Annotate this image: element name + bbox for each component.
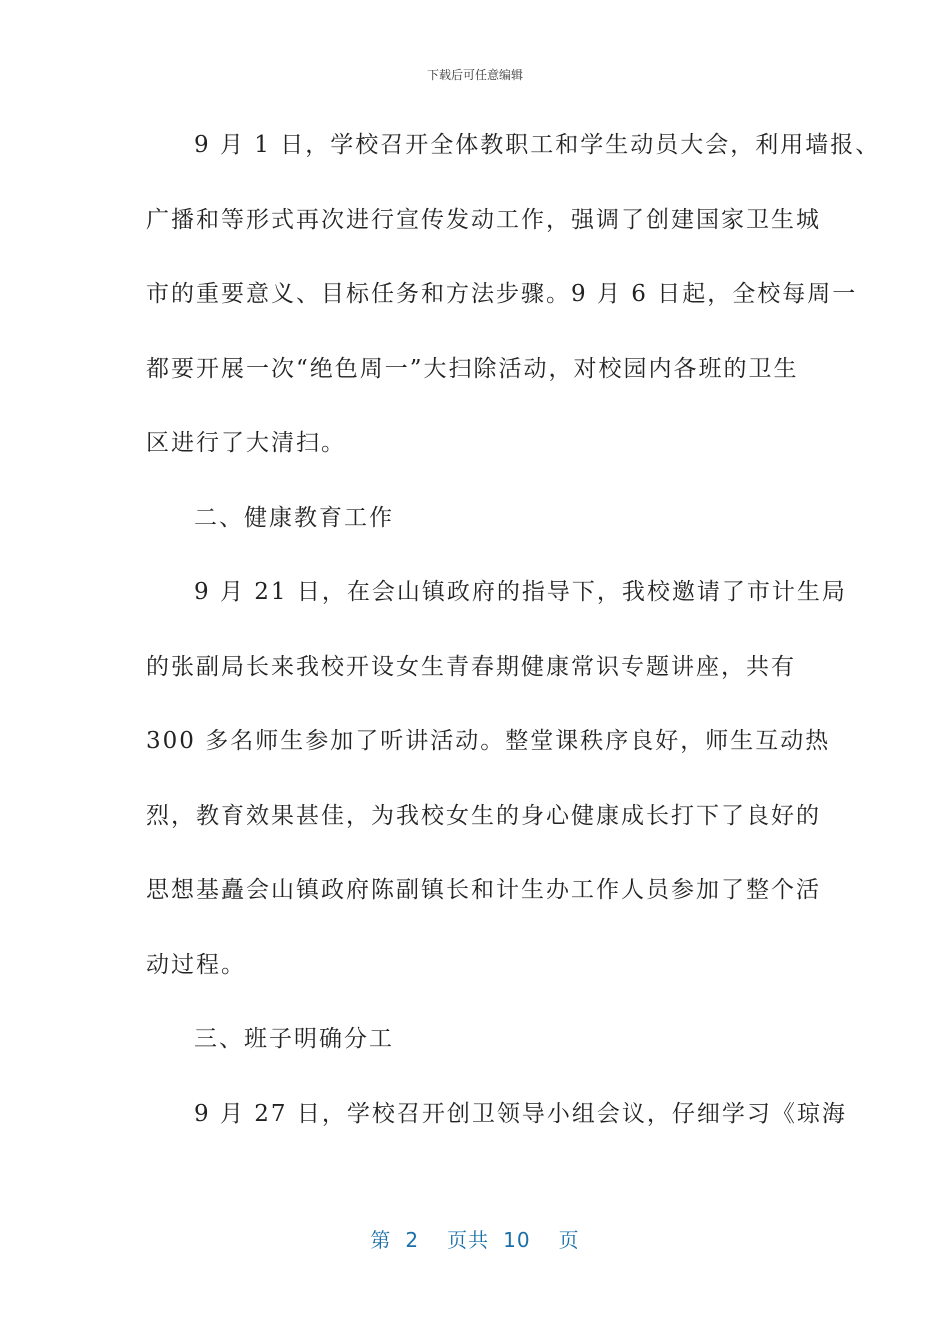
paragraph-line: 都要开展一次“绝色周一”大扫除活动，对校园内各班的卫生 — [146, 355, 799, 382]
section-heading: 三、班子明确分工 — [194, 1026, 394, 1052]
footer-total-pages: 10 — [503, 1228, 531, 1252]
paragraph-line: 烈，教育效果甚佳，为我校女生的身心健康成长打下了良好的 — [146, 802, 821, 829]
footer-page-number: 2 — [405, 1228, 420, 1252]
section-heading: 二、健康教育工作 — [194, 504, 394, 531]
paragraph-line: 区进行了大清扫。 — [146, 430, 346, 456]
document-body — [146, 122, 881, 1165]
page-footer — [0, 1224, 950, 1253]
page-header-note: 下载后可任意编辑 — [426, 68, 523, 82]
paragraph-line: 9 月 1 日，学校召开全体教职工和学生动员大会，利用墙报、 — [194, 132, 881, 158]
paragraph-line: 9 月 27 日，学校召开创卫领导小组会议，仔细学习《琼海 — [194, 1100, 847, 1127]
paragraph-line: 的张副局长来我校开设女生青春期健康常识专题讲座，共有 — [146, 653, 796, 680]
paragraph-line: 9 月 21 日，在会山镇政府的指导下，我校邀请了市计生局 — [194, 579, 847, 605]
paragraph-line: 动过程。 — [146, 951, 246, 978]
paragraph-line: 广播和等形式再次进行宣传发动工作，强调了创建国家卫生城 — [146, 206, 821, 233]
paragraph-line: 思想基矗会山镇政府陈副镇长和计生办工作人员参加了整个活 — [146, 877, 821, 903]
footer-page-suffix: 页 — [558, 1228, 580, 1252]
footer-page-prefix: 第 — [370, 1228, 392, 1252]
paragraph-line: 300 多名师生参加了听讲活动。整堂课秩序良好，师生互动热 — [146, 728, 831, 754]
footer-page-middle: 页共 — [447, 1228, 490, 1252]
paragraph-line: 市的重要意义、目标任务和方法步骤。9 月 6 日起，全校每周一 — [146, 281, 858, 307]
